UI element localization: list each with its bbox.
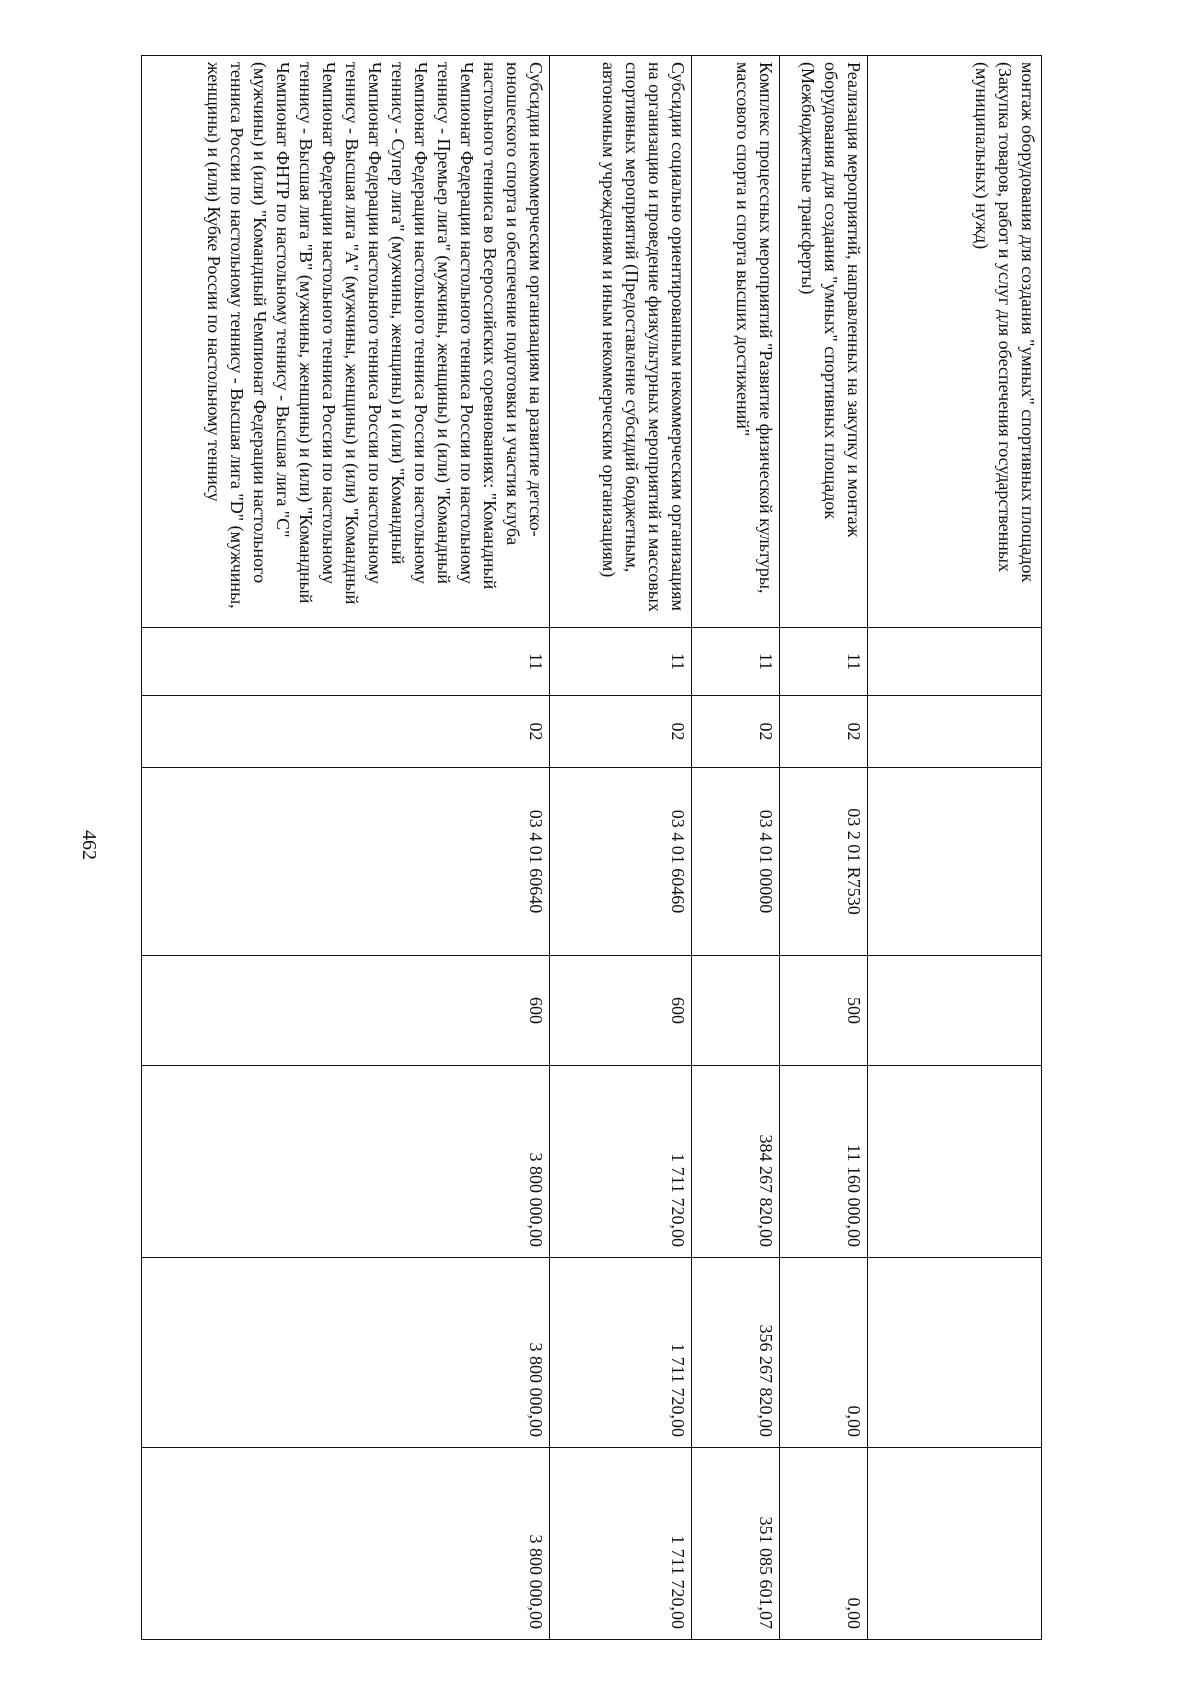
table-row <box>692 56 780 1640</box>
table-row <box>780 56 868 1640</box>
row-target-article: 03 4 01 00000 <box>692 768 780 956</box>
table-row <box>868 56 1042 1640</box>
row-description: Комплекс процессных мероприятий "Развитие физической культуры, массового спорта и спорта высших достижений" <box>692 56 780 628</box>
row-amount-1: 1 711 720,00 <box>550 1066 692 1258</box>
rotated-page-content <box>142 55 1042 1639</box>
row-amount-1: 3 800 000,00 <box>142 1066 550 1258</box>
row-section: 11 <box>142 628 550 696</box>
row-description: монтаж оборудования для создания "умных" спортивных площадок (Закупка товаров, работ и услуг для обеспечения государственных (муниципальных) нужд) <box>868 56 1042 628</box>
row-expense-type: 500 <box>780 956 868 1066</box>
row-expense-type <box>868 956 1042 1066</box>
row-description: Субсидии некоммерческим организациям на развитие детско-юношеского спорта и обеспечение подготовки и участия клуба настольного тенниса во Всероссийских соревнованиях: "Командный Чемпионат Федерации настольного тенниса России по настольному теннису - Премьер лига" (мужчины, женщины) и (или) "Командный Чемпионат Федерации настольного тенниса России по настольному теннису - Супер лига" (мужчины, женщины) и (или) "Командный Чемпионат Федерации настольного тенниса России по настольному теннису - Высшая лига "А" (мужчины, женщины) и (или) "Командный Чемпионат Федерации настольного тенниса России по настольному теннису - Высшая лига "В" (мужчины, женщины) и (или) "Командный Чемпионат ФНТР по настольному теннису - Высшая лига "С" (мужчины) и (или) "Командный Чемпионат Федерации настольного тенниса России по настольному теннису - Высшая лига "D" (мужчины, женщины) и (или) Кубке России по настольному теннису <box>142 56 550 628</box>
row-subsection: 02 <box>550 696 692 768</box>
page-number: 462 <box>78 830 100 860</box>
row-target-article: 03 4 01 60640 <box>142 768 550 956</box>
row-amount-3: 351 085 601,07 <box>692 1448 780 1640</box>
row-description: Субсидии социально ориентированным некоммерческим организациям на организацию и проведение физкультурных мероприятий и массовых спортивных мероприятий (Предоставление субсидий бюджетным, автономным учреждениям и иным некоммерческим организациям) <box>550 56 692 628</box>
row-amount-1 <box>868 1066 1042 1258</box>
row-section: 11 <box>692 628 780 696</box>
table-row <box>142 56 550 1640</box>
row-amount-1: 11 160 000,00 <box>780 1066 868 1258</box>
row-amount-2 <box>868 1258 1042 1448</box>
row-subsection <box>868 696 1042 768</box>
row-expense-type <box>692 956 780 1066</box>
row-target-article <box>868 768 1042 956</box>
row-section <box>868 628 1042 696</box>
budget-table <box>141 55 1042 1640</box>
budget-table-container <box>142 55 1042 1639</box>
row-amount-3 <box>868 1448 1042 1640</box>
row-target-article: 03 2 01 R7530 <box>780 768 868 956</box>
row-target-article: 03 4 01 60460 <box>550 768 692 956</box>
row-subsection: 02 <box>780 696 868 768</box>
row-description: Реализация мероприятий, направленных на закупку и монтаж оборудования для создания "умных" спортивных площадок (Межбюджетные трансферты) <box>780 56 868 628</box>
row-amount-1: 384 267 820,00 <box>692 1066 780 1258</box>
row-expense-type: 600 <box>142 956 550 1066</box>
table-row <box>550 56 692 1640</box>
row-subsection: 02 <box>142 696 550 768</box>
row-amount-2: 3 800 000,00 <box>142 1258 550 1448</box>
row-subsection: 02 <box>692 696 780 768</box>
row-amount-3: 1 711 720,00 <box>550 1448 692 1640</box>
row-amount-2: 356 267 820,00 <box>692 1258 780 1448</box>
row-amount-3: 3 800 000,00 <box>142 1448 550 1640</box>
row-section: 11 <box>550 628 692 696</box>
row-section: 11 <box>780 628 868 696</box>
row-amount-2: 1 711 720,00 <box>550 1258 692 1448</box>
row-amount-3: 0,00 <box>780 1448 868 1640</box>
row-expense-type: 600 <box>550 956 692 1066</box>
row-amount-2: 0,00 <box>780 1258 868 1448</box>
